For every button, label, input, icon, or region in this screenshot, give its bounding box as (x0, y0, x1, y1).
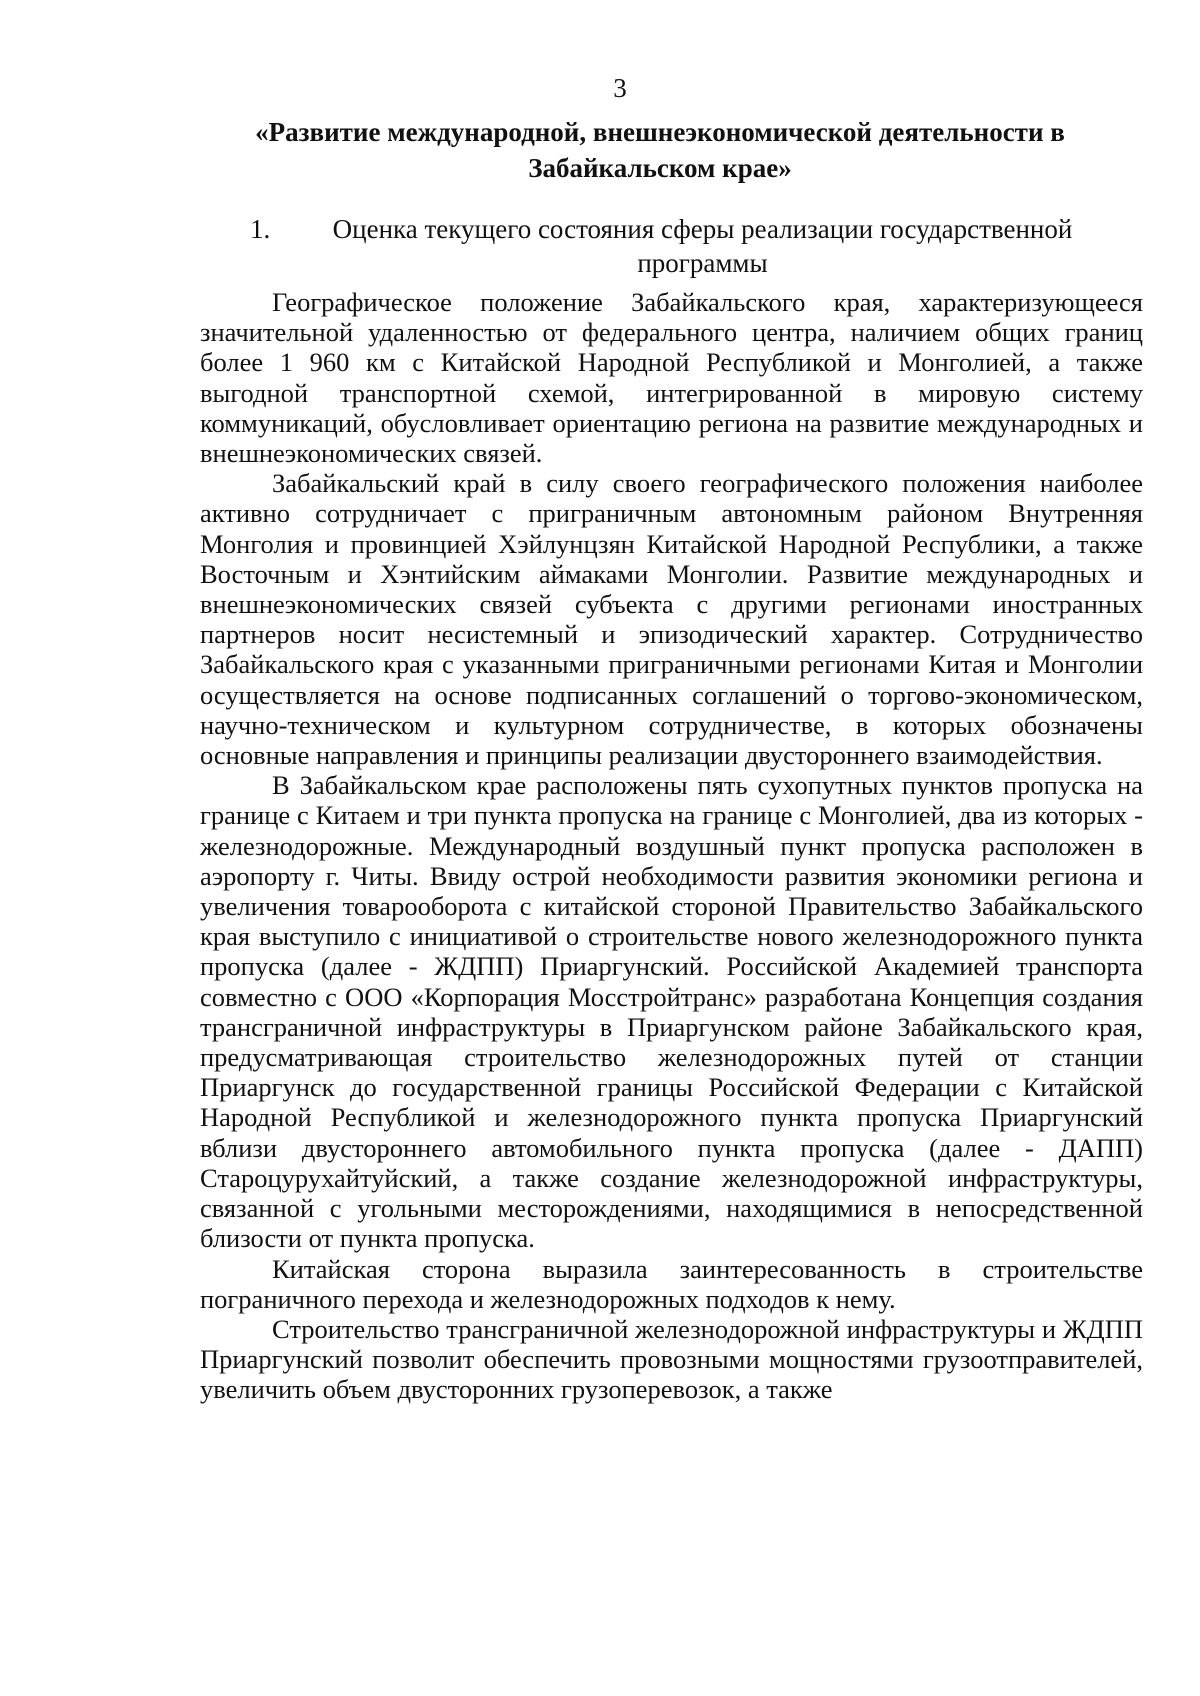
body-text (200, 287, 1143, 1405)
paragraph: В Забайкальском крае расположены пять сухопутных пунктов пропуска на границе с Китаем и три пункта пропуска на границе с Монголией, два из которых - железнодорожные. Международный воздушный пункт пропуска расположен в аэропорту г. Читы. Ввиду острой необходимости развития экономики региона и увеличения товарооборота с китайской стороной Правительство Забайкальского края выступило с инициативой о строительстве нового железнодорожного пункта пропуска (далее - ЖДПП) Приаргунский. Российской Академией транспорта совместно с ООО «Корпорация Мосстройтранс» разработана Концепция создания трансграничной инфраструктуры в Приаргунском районе Забайкальского края, предусматривающая строительство железнодорожных путей от станции Приаргунск до государственной границы Российской Федерации с Китайской Народной Республикой и железнодорожного пункта пропуска Приаргунский вблизи двустороннего автомобильного пункта пропуска (далее - ДАПП) Староцурухайтуйский, а также создание железнодорожной инфраструктуры, связанной с угольными месторождениями, находящимися в непосредственной близости от пункта пропуска. (200, 770, 1143, 1254)
section-heading (200, 212, 1140, 280)
paragraph: Забайкальский край в силу своего географического положения наиболее активно сотрудничает с приграничным автономным районом Внутренняя Монголия и провинцией Хэйлунцзян Китайской Народной Республики, а также Восточным и Хэнтийским аймаками Монголии. Развитие международных и внешнеэкономических связей субъекта с другими регионами иностранных партнеров носит несистемный и эпизодический характер. Сотрудничество Забайкальского края с указанными приграничными регионами Китая и Монголии осуществляется на основе подписанных соглашений о торгово-экономическом, научно-техническом и культурном сотрудничестве, в которых обозначены основные направления и принципы реализации двустороннего взаимодействия. (200, 468, 1143, 771)
paragraph: Строительство трансграничной железнодорожной инфраструктуры и ЖДПП Приаргунский позволит обеспечить провозными мощностями грузоотправителей, увеличить объем двусторонних грузоперевозок, а также (200, 1313, 1143, 1405)
paragraph: Китайская сторона выразила заинтересованность в строительстве пограничного перехода и железнодорожных подходов к нему. (200, 1253, 1143, 1314)
section-number: 1. (250, 214, 271, 244)
document-title: «Развитие международной, внешнеэкономической деятельности в Забайкальском крае» (255, 117, 1065, 183)
section-heading-text: Оценка текущего состояния сферы реализации государственной программы (332, 214, 1073, 278)
page-number: 3 (613, 73, 627, 103)
paragraph: Географическое положение Забайкальского края, характеризующееся значительной удаленностью от федерального центра, наличием общих границ более 1 960 км с Китайской Народной Республикой и Монголией, а также выгодной транспортной схемой, интегрированной в мировую систему коммуникаций, обусловливает ориентацию региона на развитие международных и внешнеэкономических связей. (200, 287, 1143, 469)
